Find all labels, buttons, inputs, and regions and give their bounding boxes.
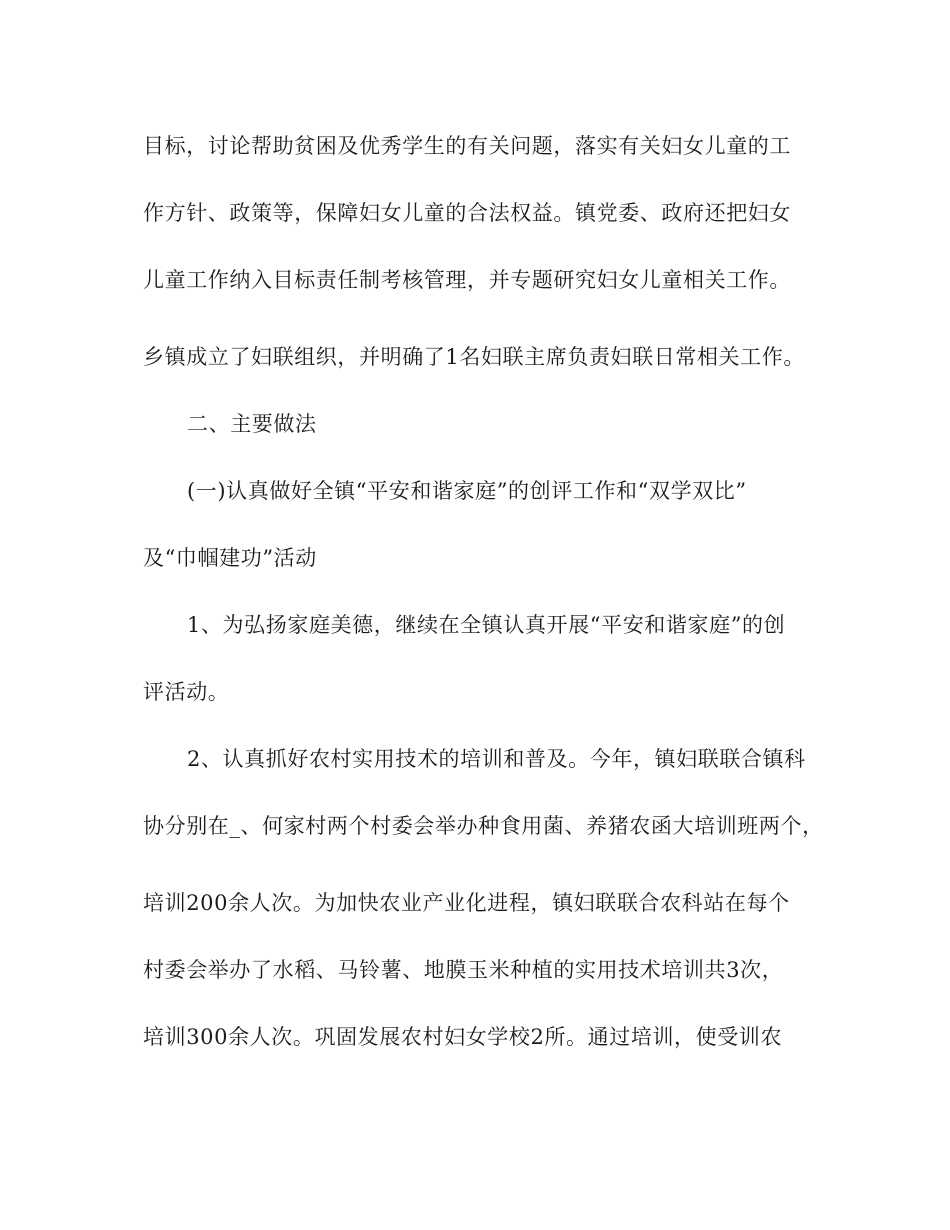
- subsection-heading-line-2: 及“巾帼建功”活动: [143, 546, 317, 570]
- text-line-11: 协分别在_、何家村两个村委会举办种食用菌、养猪农函大培训班两个，: [143, 814, 824, 838]
- section-heading: 二、主要做法: [187, 412, 317, 436]
- text-line-9: 评活动。: [143, 680, 230, 704]
- text-line-8: 1、为弘扬家庭美德，继续在全镇认真开展“平安和谐家庭”的创: [187, 613, 786, 637]
- text-line-1: 目标，讨论帮助贫困及优秀学生的有关问题，落实有关妇女儿童的工: [143, 134, 791, 158]
- text-line-12: 培训200余人次。为加快农业产业化进程，镇妇联联合农科站在每个: [143, 891, 790, 915]
- text-line-4: 乡镇成立了妇联组织，并明确了1名妇联主席负责妇联日常相关工作。: [143, 345, 805, 369]
- subsection-heading-line-1: (一)认真做好全镇“平安和谐家庭”的创评工作和“双学双比”: [187, 479, 747, 503]
- text-line-10: 2、认真抓好农村实用技术的培训和普及。今年，镇妇联联合镇科: [187, 747, 806, 771]
- text-line-3: 儿童工作纳入目标责任制考核管理，并专题研究妇女儿童相关工作。: [143, 268, 791, 292]
- text-line-14: 培训300余人次。巩固发展农村妇女学校2所。通过培训，使受训农: [143, 1025, 783, 1049]
- text-line-2: 作方针、政策等，保障妇女儿童的合法权益。镇党委、政府还把妇女: [143, 201, 791, 225]
- text-line-13: 村委会举办了水稻、马铃薯、地膜玉米种植的实用技术培训共3次，: [143, 958, 784, 982]
